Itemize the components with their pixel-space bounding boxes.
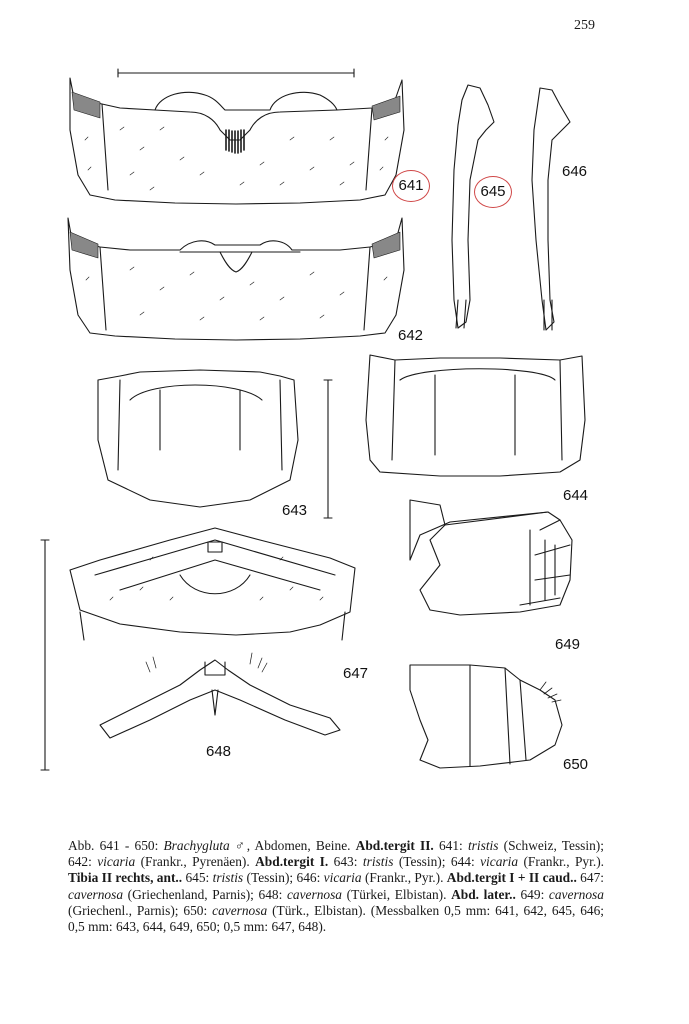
figure-643-drawing <box>98 370 332 518</box>
page-number: 259 <box>574 18 595 33</box>
caption-run: 643: <box>328 854 363 870</box>
caption-run: (Frankr., Pyrenäen). <box>135 854 256 870</box>
caption-run: Abd.tergit I. <box>255 854 329 870</box>
caption-run: 641: <box>433 838 468 853</box>
caption-run: (Tessin); 644: <box>393 854 481 870</box>
caption-run: Abd. later.. <box>451 886 516 902</box>
caption-run: Abd.tergit I + II caud.. <box>446 870 577 886</box>
caption-run: (Tessin); 646: <box>243 870 324 886</box>
caption-run: Abb. 641 - 650: <box>68 838 164 853</box>
caption-run: Tibia II rechts, ant.. <box>68 870 183 886</box>
figure-caption <box>68 838 604 935</box>
caption-run: vicaria <box>323 870 362 886</box>
figure-label-649: 649 <box>555 636 581 653</box>
caption-run: Brachygluta <box>163 838 230 853</box>
figure-label-641: 641 <box>392 170 430 202</box>
figure-label-647: 647 <box>343 665 369 682</box>
caption-run: 645: <box>182 870 213 886</box>
caption-run: tristis <box>212 870 244 886</box>
caption-run: tristis <box>467 838 499 853</box>
caption-run: cavernosa <box>548 886 604 902</box>
caption-run: (Frankr., Pyr.). <box>361 870 447 886</box>
figure-646-drawing <box>532 88 570 330</box>
caption-run: (Türk., Elbistan). (Messbalken 0,5 mm: 641, 642, 645, 646; 0,5 mm: 643, 644, 649, 650; 0,5 mm: 647, 648). <box>68 902 605 935</box>
caption-run: 649: <box>515 886 549 902</box>
figure-650-drawing <box>410 665 562 768</box>
caption-run: cavernosa <box>212 902 268 918</box>
figure-641-drawing <box>70 69 404 204</box>
caption-run: cavernosa <box>286 886 342 902</box>
figure-642-drawing <box>68 218 404 340</box>
caption-run: Abd.tergit II. <box>355 838 434 853</box>
figure-label-643: 643 <box>282 502 308 519</box>
caption-run: (Schweiz, Tessin); 642: <box>68 838 604 870</box>
caption-run: 647: <box>576 870 604 886</box>
figure-label-645: 645 <box>474 176 512 208</box>
caption-run: (Griechenland, Parnis); 648: <box>123 886 287 902</box>
figure-label-642: 642 <box>398 327 424 344</box>
figure-label-646: 646 <box>562 163 588 180</box>
caption-run: vicaria <box>480 854 519 870</box>
figure-649-drawing <box>410 500 572 615</box>
figure-644-drawing <box>366 355 585 476</box>
caption-run: tristis <box>362 854 394 870</box>
figure-label-644: 644 <box>563 487 589 504</box>
figure-label-648: 648 <box>206 743 232 760</box>
figure-647-drawing <box>41 528 355 770</box>
figure-648-drawing <box>100 653 340 738</box>
figure-label-650: 650 <box>563 756 589 773</box>
caption-run: ♂, Abdomen, Beine. <box>229 838 356 853</box>
caption-run: (Frankr., Pyr.). <box>518 854 604 870</box>
caption-run: cavernosa <box>68 886 124 902</box>
caption-run: (Griechenl., Parnis); 650: <box>68 902 213 918</box>
caption-run: (Türkei, Elbistan). <box>342 886 452 902</box>
caption-run: vicaria <box>97 854 136 870</box>
